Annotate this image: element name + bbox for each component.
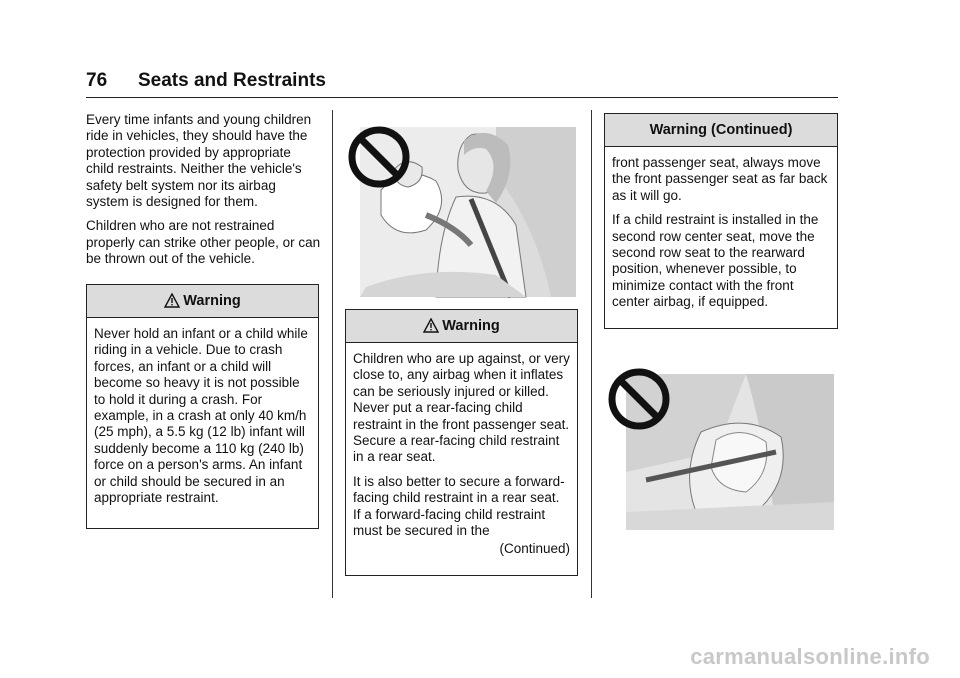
- warning-header: [605, 114, 837, 147]
- warning-text: It is also better to secure a forward-facing child restraint in a rear seat. If a forward-facing child restraint must be secured in the: [353, 473, 565, 539]
- warning-box-continued: [604, 113, 838, 329]
- warning-header: [346, 310, 577, 343]
- left-column: [86, 112, 322, 276]
- warning-title: Warning: [183, 293, 241, 309]
- warning-triangle-icon: [164, 293, 180, 308]
- intro-paragraph: Every time infants and young children ride in vehicles, they should have the protection provided by appropriate child restraints. Neither the vehicle's safety belt system nor its airbag system is designed for them.: [86, 112, 312, 210]
- warning-text: Never hold an infant or a child while riding in a vehicle. Due to crash forces, an infant or a child will become so heavy it is not possible to hold it during a crash. For example, in a crash at only 40 km/h (25 mph), a 5.5 kg (12 lb) infant will suddenly become a 110 kg (240 lb) force on a person's arms. An infant or child should be secured in an appropriate restraint.: [94, 326, 308, 506]
- column-divider-right: [591, 110, 592, 598]
- watermark: carmanualsonline.info: [690, 644, 930, 669]
- warning-text: front passenger seat, always move the front passenger seat as far back as it will go.: [612, 155, 828, 203]
- page-number: 76: [86, 70, 108, 91]
- column-divider-left: [332, 110, 333, 598]
- warning-title: Warning (Continued): [649, 122, 793, 138]
- illustration-child-seat: [606, 362, 836, 532]
- warning-title: Warning: [442, 318, 500, 334]
- section-title: Seats and Restraints: [138, 70, 326, 91]
- warning-box-infant: [86, 284, 319, 529]
- warning-header: [87, 285, 318, 318]
- continued-label: (Continued): [499, 541, 570, 557]
- warning-text: Children who are up against, or very close to, any airbag when it inflates can be seriously injured or killed. Never put a rear-facing child restraint in the front passenger seat. Secure a rear-facing child restraint in a rear seat.: [353, 351, 570, 465]
- page-header: [86, 70, 838, 98]
- warning-triangle-icon: [423, 318, 439, 333]
- warning-box-airbag: [345, 309, 578, 576]
- restraint-paragraph: Children who are not restrained properly can strike other people, or can be thrown out of the vehicle.: [86, 218, 321, 267]
- warning-text: If a child restraint is installed in the second row center seat, move the second row seat to the rearward position, whenever possible, to minimize contact with the front center airbag, if equipped.: [612, 212, 819, 310]
- illustration-holding-infant: [346, 115, 578, 301]
